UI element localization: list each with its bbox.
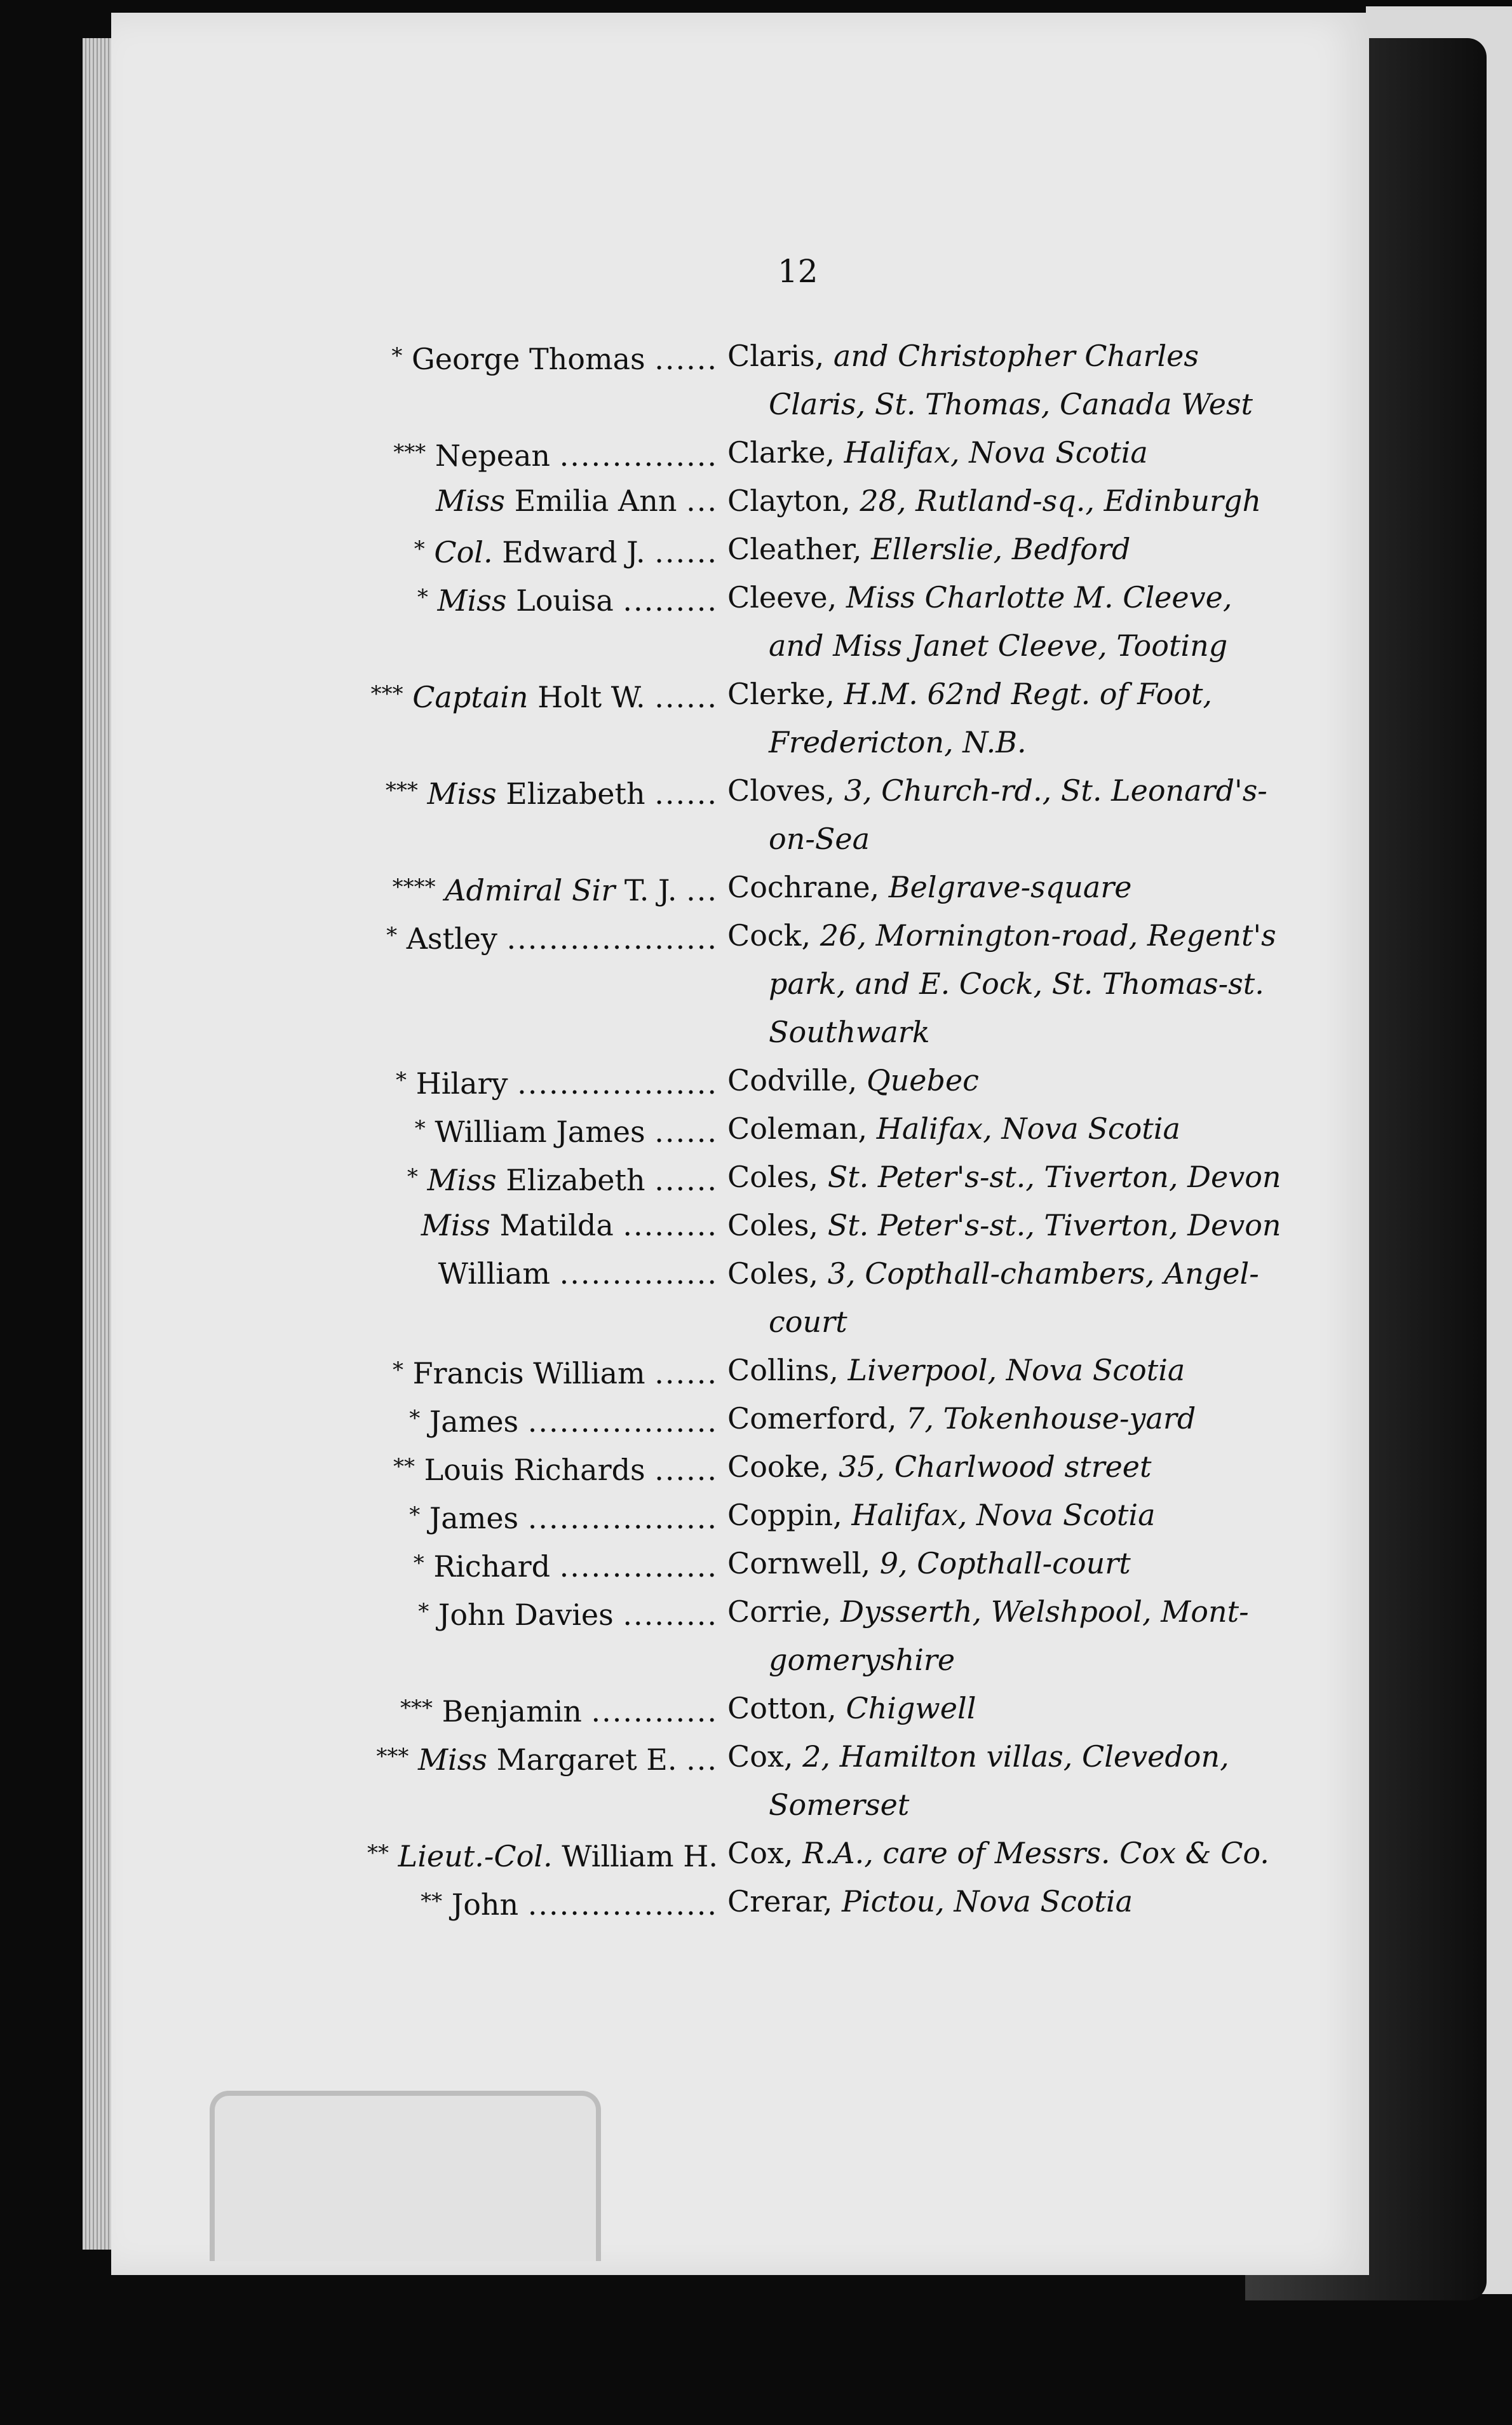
entry-name (407, 1153, 718, 1204)
given-name: Elizabeth (506, 1163, 645, 1197)
subscription-marks: * (395, 1068, 407, 1093)
entry-row (0, 1877, 1512, 1926)
entry-title: Miss (427, 1163, 497, 1197)
entry-title: Miss (421, 1208, 490, 1242)
subscription-marks: * (409, 1406, 421, 1431)
leader-dots: .................. (527, 1887, 718, 1922)
leader-dots: .................... (506, 921, 718, 956)
address-continuation-text: Claris, St. Thomas, Canada West (769, 387, 1253, 421)
entry-row (0, 863, 1512, 911)
entry-title: Lieut.-Col. (398, 1839, 553, 1873)
given-name: Benjamin (442, 1694, 582, 1729)
subscription-marks: * (414, 536, 425, 562)
surname: Coles, (727, 1160, 819, 1194)
surname: Cloves, (727, 773, 835, 808)
surname: Corrie, (727, 1594, 832, 1629)
given-name: Emilia Ann (514, 484, 677, 518)
entry-title: Miss (435, 484, 506, 518)
entry-continuation-row (0, 815, 1512, 863)
entry-row (0, 1491, 1512, 1539)
entry-name (438, 1249, 718, 1298)
surname: Cleeve, (727, 580, 837, 615)
entry-address (727, 1104, 1180, 1153)
entry-address (727, 1056, 979, 1104)
entry-row (0, 1684, 1512, 1732)
address-continuation (769, 1781, 909, 1829)
leader-dots: .................. (527, 1501, 718, 1535)
leader-dots: ...... (654, 535, 718, 569)
address-continuation-text: and Miss Janet Cleeve, Tooting (769, 628, 1228, 663)
given-name: Louisa (516, 583, 614, 618)
subscription-marks: * (407, 1164, 418, 1190)
entry-title: Miss (437, 583, 507, 618)
subscription-marks: *** (376, 1744, 409, 1769)
subscription-marks: * (386, 923, 398, 948)
entry-name (393, 428, 718, 480)
entry-name (393, 863, 718, 914)
address-text: 26, Mornington-road, Regent's (820, 918, 1276, 953)
entry-continuation-row (0, 1008, 1512, 1056)
entry-address (727, 1587, 1249, 1636)
leader-dots: ............ (591, 1694, 718, 1729)
entry-row (0, 1153, 1512, 1201)
entry-continuation-row (0, 718, 1512, 766)
entry-name (421, 1201, 718, 1249)
subscription-marks: * (392, 1357, 403, 1383)
surname: Cox, (727, 1836, 793, 1870)
address-text: Chigwell (846, 1691, 976, 1725)
surname: Cornwell, (727, 1546, 871, 1580)
entry-row (0, 1587, 1512, 1636)
address-text: Halifax, Nova Scotia (844, 435, 1148, 470)
given-name: John Davies (438, 1598, 614, 1632)
subscription-marks: * (414, 1116, 426, 1141)
given-name: Francis William (412, 1356, 645, 1390)
entry-name (421, 1877, 718, 1929)
entry-address (727, 1684, 976, 1732)
entry-name (393, 1346, 718, 1397)
address-continuation (769, 1008, 930, 1056)
entry-title: Miss (427, 777, 497, 811)
entry-row (0, 573, 1512, 622)
leader-dots: ... (686, 873, 718, 907)
leader-dots: ................... (517, 1066, 718, 1101)
entry-name (409, 1394, 718, 1446)
leader-dots: ...... (654, 777, 718, 811)
address-text: Belgrave-square (888, 870, 1132, 904)
entry-name (436, 477, 718, 525)
address-continuation-text: court (769, 1305, 847, 1339)
entry-continuation-row (0, 1636, 1512, 1684)
entry-row (0, 1829, 1512, 1877)
address-text: St. Peter's-st., Tiverton, Devon (827, 1208, 1281, 1242)
entry-address (727, 1249, 1259, 1298)
surname: Clayton, (727, 484, 851, 518)
leader-dots: ...... (654, 1453, 718, 1487)
address-text: St. Peter's-st., Tiverton, Devon (827, 1160, 1281, 1194)
given-name: Elizabeth (506, 777, 645, 811)
entry-name (409, 1491, 718, 1542)
given-name: T. J. (624, 873, 677, 907)
entry-continuation-row (0, 1298, 1512, 1346)
leader-dots: ......... (623, 1598, 718, 1632)
entry-continuation-row (0, 622, 1512, 670)
entry-name (393, 1443, 718, 1494)
surname: Coles, (727, 1208, 819, 1242)
given-name: Richard (433, 1549, 551, 1584)
entry-name (414, 525, 718, 576)
leader-dots: ...... (654, 680, 718, 714)
entry-row (0, 1443, 1512, 1491)
given-name: Nepean (435, 438, 551, 473)
address-continuation-text: on-Sea (769, 822, 870, 856)
entry-address (727, 573, 1232, 622)
address-text: 3, Church-rd., St. Leonard's- (844, 773, 1267, 808)
surname: Coleman, (727, 1111, 868, 1146)
address-continuation (769, 380, 1253, 428)
surname: Cochrane, (727, 870, 880, 904)
entry-row (0, 477, 1512, 525)
address-text: Pictou, Nova Scotia (842, 1884, 1133, 1919)
entry-address (727, 428, 1148, 477)
address-text: 7, Tokenhouse-yard (906, 1401, 1196, 1436)
surname: Cooke, (727, 1450, 830, 1484)
given-name: Astley (406, 921, 497, 956)
entry-address (727, 1346, 1185, 1394)
entry-name (417, 573, 718, 625)
entry-row (0, 1104, 1512, 1153)
given-name: Hilary (415, 1066, 508, 1101)
given-name: John (451, 1887, 519, 1922)
address-text: H.M. 62nd Regt. of Foot, (844, 677, 1213, 711)
entry-row (0, 911, 1512, 960)
subscription-marks: ** (421, 1889, 443, 1914)
subscription-marks: *** (400, 1695, 433, 1721)
entry-row (0, 332, 1512, 380)
leader-dots: ...... (654, 1356, 718, 1390)
entry-continuation-row (0, 380, 1512, 428)
given-name: Holt W. (537, 680, 645, 714)
subscription-marks: ** (367, 1840, 389, 1866)
surname: Comerford, (727, 1401, 897, 1436)
address-text: Quebec (866, 1063, 979, 1097)
subscriber-list (0, 332, 1512, 1926)
leader-dots: ............... (559, 1256, 718, 1291)
address-text: Dysserth, Welshpool, Mont- (840, 1594, 1249, 1629)
address-continuation (769, 1298, 847, 1346)
surname: Coles, (727, 1256, 819, 1291)
leader-dots: ...... (654, 342, 718, 376)
address-text: 35, Charlwood street (838, 1450, 1152, 1484)
entry-address (727, 1201, 1281, 1249)
entry-title: Col. (434, 535, 493, 569)
surname: Cock, (727, 918, 811, 953)
entry-address (727, 1732, 1229, 1781)
entry-title: Admiral Sir (445, 873, 616, 907)
subscription-marks: * (417, 585, 428, 610)
given-name: George Thomas (412, 342, 645, 376)
subscription-marks: * (391, 343, 403, 369)
entry-address (727, 1539, 1131, 1587)
entry-continuation-row (0, 1781, 1512, 1829)
leader-dots: ... (686, 1742, 718, 1777)
subscription-marks: * (409, 1502, 421, 1528)
address-text: Halifax, Nova Scotia (851, 1498, 1156, 1532)
entry-name (400, 1684, 718, 1736)
subscription-marks: *** (393, 440, 426, 465)
address-continuation (769, 960, 1264, 1008)
address-text: 9, Copthall-court (879, 1546, 1131, 1580)
surname: Collins, (727, 1353, 839, 1387)
address-text: Miss Charlotte M. Cleeve, (846, 580, 1232, 615)
entry-row (0, 1539, 1512, 1587)
leader-dots: ............... (559, 1549, 718, 1584)
given-name: Margaret E. (496, 1742, 677, 1777)
entry-address (727, 1153, 1281, 1201)
entry-address (727, 1877, 1133, 1926)
entry-row (0, 1201, 1512, 1249)
entry-name (396, 1056, 718, 1108)
entry-name (386, 911, 718, 963)
entry-row (0, 1056, 1512, 1104)
subscription-marks: * (413, 1551, 424, 1576)
entry-row (0, 428, 1512, 477)
surname: Cotton, (727, 1691, 837, 1725)
entry-continuation-row (0, 960, 1512, 1008)
address-continuation-text: Fredericton, N.B. (769, 725, 1027, 759)
leader-dots: ...... (654, 1115, 718, 1149)
entry-name (386, 766, 718, 818)
surname: Claris, (727, 339, 825, 373)
page-number: 12 (778, 253, 818, 290)
address-text: 3, Copthall-chambers, Angel- (827, 1256, 1259, 1291)
entry-name (391, 332, 718, 383)
given-name: Edward J. (502, 535, 645, 569)
entry-address (727, 1829, 1269, 1877)
surname: Clarke, (727, 435, 835, 470)
address-text: 28, Rutland-sq., Edinburgh (860, 484, 1262, 518)
entry-name (376, 1732, 718, 1784)
address-continuation (769, 622, 1227, 670)
entry-row (0, 1249, 1512, 1298)
leader-dots: ............... (559, 438, 718, 473)
subscription-marks: **** (392, 874, 436, 900)
entry-row (0, 1346, 1512, 1394)
given-name: James (429, 1501, 519, 1535)
surname: Coppin, (727, 1498, 842, 1532)
leader-dots: ...... (654, 1163, 718, 1197)
given-name: James (429, 1404, 519, 1439)
given-name: Matilda (499, 1208, 614, 1242)
entry-row (0, 525, 1512, 573)
given-name: William James (435, 1115, 645, 1149)
address-continuation-text: park, and E. Cock, St. Thomas-st. (769, 967, 1264, 1001)
subscription-marks: *** (370, 681, 403, 707)
entry-address (727, 1443, 1152, 1491)
address-continuation-text: Somerset (769, 1788, 910, 1822)
leader-dots: ... (686, 484, 718, 518)
surname: Cox, (727, 1739, 793, 1774)
address-continuation (769, 718, 1027, 766)
address-continuation (769, 1636, 955, 1684)
entry-row (0, 670, 1512, 718)
surname: Crerar, (727, 1884, 833, 1919)
entry-title: Captain (412, 680, 529, 714)
leader-dots: .................. (527, 1404, 718, 1439)
leader-dots: ......... (623, 583, 718, 618)
entry-row (0, 1394, 1512, 1443)
given-name: William (438, 1256, 551, 1291)
address-text: Ellerslie, Bedford (871, 532, 1131, 566)
entry-row (0, 1732, 1512, 1781)
entry-address (727, 1491, 1156, 1539)
surname: Codville, (727, 1063, 858, 1097)
entry-address (727, 332, 1199, 380)
address-text: and Christopher Charles (833, 339, 1199, 373)
entry-name (371, 670, 718, 721)
entry-address (727, 477, 1261, 525)
leader-dots: ......... (623, 1208, 718, 1242)
entry-name (414, 1539, 718, 1591)
address-text: 2, Hamilton villas, Clevedon, (802, 1739, 1229, 1774)
subscription-marks: ** (393, 1454, 415, 1479)
scanner-clip (210, 2091, 601, 2261)
subscription-marks: *** (385, 778, 418, 803)
address-text: Halifax, Nova Scotia (876, 1111, 1180, 1146)
entry-row (0, 766, 1512, 815)
given-name: William H. (562, 1839, 718, 1873)
entry-name (418, 1587, 718, 1639)
entry-address (727, 525, 1130, 573)
entry-address (727, 1394, 1196, 1443)
entry-address (727, 766, 1267, 815)
entry-name (367, 1829, 718, 1880)
address-continuation-text: gomeryshire (769, 1643, 955, 1677)
given-name: Louis Richards (424, 1453, 645, 1487)
entry-address (727, 670, 1212, 718)
subscription-marks: * (418, 1599, 429, 1624)
entry-address (727, 911, 1276, 960)
address-text: Liverpool, Nova Scotia (847, 1353, 1185, 1387)
address-text: R.A., care of Messrs. Cox & Co. (802, 1836, 1269, 1870)
surname: Clerke, (727, 677, 835, 711)
entry-address (727, 863, 1131, 911)
address-continuation (769, 815, 870, 863)
entry-title: Miss (417, 1742, 487, 1777)
surname: Cleather, (727, 532, 862, 566)
address-continuation-text: Southwark (769, 1015, 930, 1049)
entry-name (415, 1104, 718, 1156)
